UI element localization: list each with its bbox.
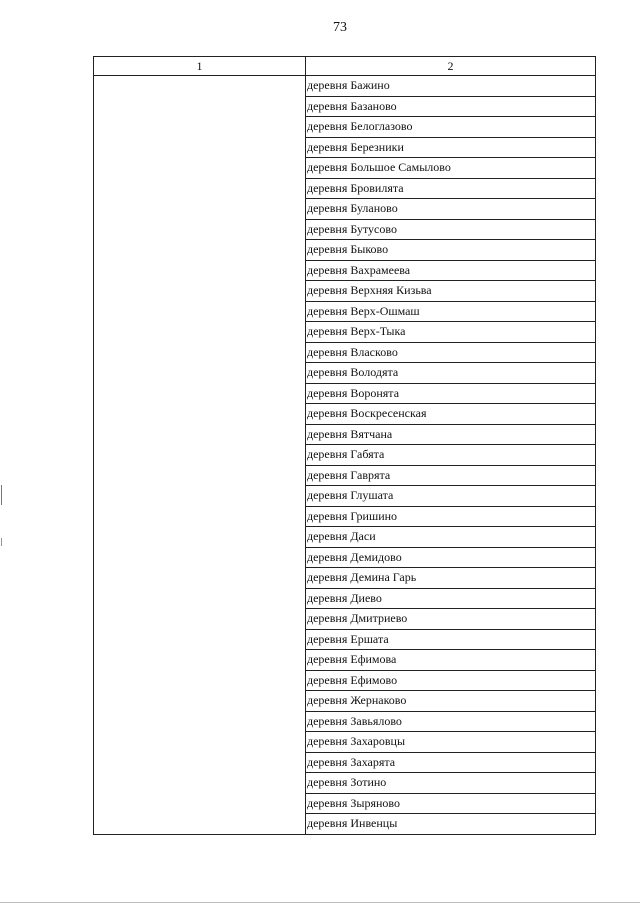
settlement-name-cell: деревня Большое Самылово xyxy=(306,158,596,179)
table-row xyxy=(94,76,596,97)
settlement-name-cell: деревня Базаново xyxy=(306,96,596,117)
settlement-name-cell: деревня Верх-Ошмаш xyxy=(306,301,596,322)
settlement-name-cell: деревня Диево xyxy=(306,588,596,609)
settlement-name-cell: деревня Зыряново xyxy=(306,793,596,814)
settlement-name-cell: деревня Буланово xyxy=(306,199,596,220)
settlement-name-cell: деревня Зотино xyxy=(306,773,596,794)
settlement-name-cell: деревня Даси xyxy=(306,527,596,548)
settlement-name-cell: деревня Володята xyxy=(306,363,596,384)
settlement-name-cell: деревня Верх-Тыка xyxy=(306,322,596,343)
scan-artifact-bottom xyxy=(0,902,640,903)
settlement-name-cell: деревня Дмитриево xyxy=(306,609,596,630)
settlements-table xyxy=(93,56,596,835)
scan-artifact-left-small xyxy=(1,538,2,546)
settlement-name-cell: деревня Власково xyxy=(306,342,596,363)
settlement-name-cell: деревня Бажино xyxy=(306,76,596,97)
settlement-name-cell: деревня Воронята xyxy=(306,383,596,404)
settlement-name-cell: деревня Белоглазово xyxy=(306,117,596,138)
settlement-name-cell: деревня Ефимова xyxy=(306,650,596,671)
settlement-name-cell: деревня Березники xyxy=(306,137,596,158)
settlement-name-cell: деревня Гришино xyxy=(306,506,596,527)
column-header-2: 2 xyxy=(306,57,596,76)
settlement-name-cell: деревня Габята xyxy=(306,445,596,466)
scan-artifact-left xyxy=(1,485,2,505)
settlement-name-cell: деревня Бутусово xyxy=(306,219,596,240)
settlement-name-cell: деревня Ершата xyxy=(306,629,596,650)
settlement-name-cell: деревня Воскресенская xyxy=(306,404,596,425)
settlement-name-cell: деревня Захарята xyxy=(306,752,596,773)
settlement-name-cell: деревня Захаровцы xyxy=(306,732,596,753)
settlement-name-cell: деревня Вятчана xyxy=(306,424,596,445)
settlement-name-cell: деревня Демина Гарь xyxy=(306,568,596,589)
settlement-name-cell: деревня Жернаково xyxy=(306,691,596,712)
settlement-name-cell: деревня Вахрамеева xyxy=(306,260,596,281)
settlement-name-cell: деревня Быково xyxy=(306,240,596,261)
column-1-merged-cell xyxy=(94,76,306,835)
table-body xyxy=(94,76,596,835)
table-header-row xyxy=(94,57,596,76)
settlement-name-cell: деревня Глушата xyxy=(306,486,596,507)
settlement-name-cell: деревня Верхняя Кизьва xyxy=(306,281,596,302)
settlement-name-cell: деревня Демидово xyxy=(306,547,596,568)
settlement-name-cell: деревня Бровилята xyxy=(306,178,596,199)
settlement-name-cell: деревня Ефимово xyxy=(306,670,596,691)
column-header-1: 1 xyxy=(94,57,306,76)
settlement-name-cell: деревня Инвенцы xyxy=(306,814,596,835)
settlement-name-cell: деревня Завьялово xyxy=(306,711,596,732)
settlement-name-cell: деревня Гаврята xyxy=(306,465,596,486)
page-number: 73 xyxy=(333,20,347,35)
